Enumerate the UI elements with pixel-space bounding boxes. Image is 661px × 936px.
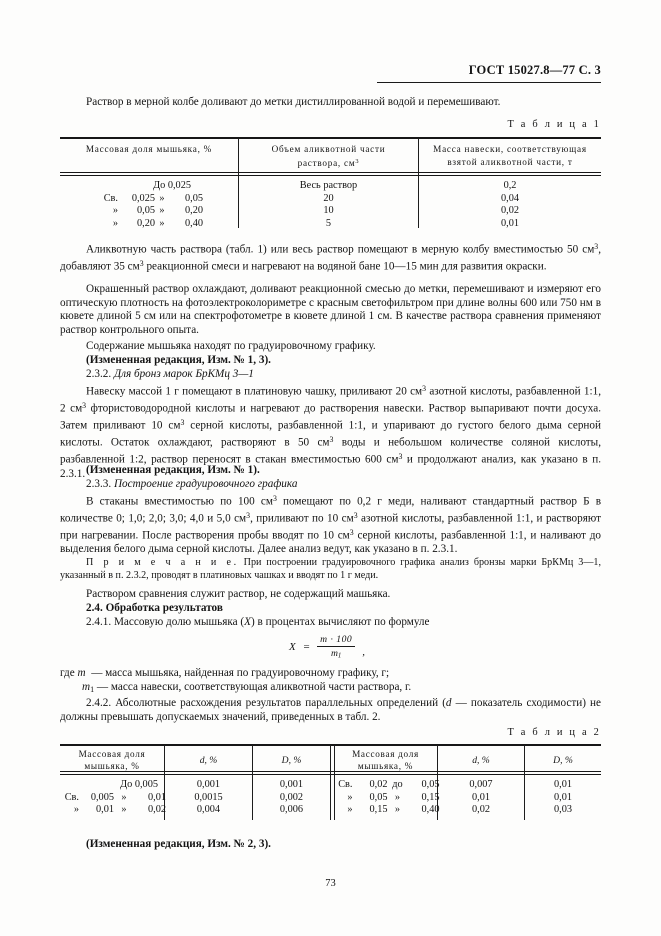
table1-header-mass-line2: взятой аликвотной части, т	[447, 156, 573, 167]
table1-row-4-range	[60, 218, 238, 231]
section-2-4-heading: 2.4. Обработка результатов	[86, 602, 223, 614]
table2-right-row-2-sep: »	[394, 791, 401, 803]
table2-left-row-2-d: 0,0015	[194, 791, 223, 803]
formula-definition-2	[82, 681, 601, 697]
table2-header-mf-right-line1: Массовая доля	[352, 749, 419, 759]
page-header-standard-number: ГОСТ 15027.8—77 С. 3	[468, 63, 601, 77]
revision-note-2: (Измененная редакция, Изм. № 1).	[86, 464, 260, 476]
table1-row-4-sep: »	[159, 217, 165, 229]
formula-denominator-symbol: m	[330, 648, 338, 659]
where-label: где	[60, 667, 75, 679]
table1-row-2-mass: 0,04	[500, 192, 520, 204]
paragraph-aliquot: Аликвотную часть раствора (табл. 1) или весь раствор помещают в мерную колбу вместимостью 50 $см^3$, добавляют 35 $см^3$ реакционной смеси и нагревают на водяной бане 10—15 мин для развития окраски.	[60, 242, 601, 273]
table1-row-3-prefix: »	[112, 205, 118, 217]
revision-note-1: (Измененная редакция, Изм. № 1, 3).	[86, 354, 271, 366]
table2-header-d-left: d, %	[199, 755, 218, 766]
table1-row-1-range-full: До 0,025	[153, 180, 191, 191]
table2-right-col-ranges	[334, 779, 440, 817]
formula-denominator-subscript: 1	[337, 652, 342, 660]
paragraph-arsenic-content: Содержание мышьяка находят по градуировочному графику.	[86, 340, 376, 352]
table2-left-row-3-to: 0,02	[147, 804, 166, 816]
definition-1-text: — масса мышьяка, найденная по градуировочному графику, г;	[91, 667, 390, 679]
table1-row-2-range	[60, 193, 238, 206]
formula-mass-fraction	[289, 634, 365, 660]
table1-row-2-sep: »	[159, 192, 165, 204]
table1-col-ranges	[60, 180, 238, 230]
table1-row-4-volume: 5	[325, 217, 332, 229]
table1-row-1-mass: 0,2	[503, 180, 517, 191]
table1-row-2-volume: 20	[323, 192, 334, 204]
table2-left-row-2-D: 0,002	[279, 791, 304, 803]
table1-row-4-prefix: »	[112, 217, 118, 229]
table2-header-mf-right-line2: мышьяка, %	[357, 760, 414, 771]
paragraph-2-4-2: 2.4.2. Абсолютные расхождения результатов параллельных определений (d — показатель сходимости) не должны превышать допускаемых значений, приведенных в табл. 2.	[60, 697, 601, 723]
table2-right-col-d	[438, 779, 524, 817]
table2-header-mass-fraction-right	[334, 749, 437, 772]
table2-header-D-left: D, %	[281, 755, 302, 766]
table1-row-1-range	[60, 180, 238, 193]
revision-note-3: (Измененная редакция, Изм. № 2, 3).	[86, 838, 271, 850]
paragraph-colored-solution: Окрашенный раствор охлаждают, доливают реакционной смесью до метки, перемешивают и измеряют его оптическую плотность на фотоэлектроколориметре с красным светофильтром при длине волны 600 или 750 нм в кювете длиной 5 см или на спектрофотометре в кювете длиной 1 см. В качестве раствора сравнения применяют раствор контрольного опыта.	[60, 283, 601, 336]
table1-header-mass	[419, 143, 601, 168]
formula-denominator	[328, 647, 344, 660]
table2-left-col-d	[165, 779, 252, 817]
table1-header-mass-line1: Масса навески, соответствующая	[433, 144, 587, 154]
note-label: П р и м е ч а н и е.	[86, 557, 239, 568]
table2-right-row-1-D: 0,01	[553, 779, 573, 790]
formula-equals: =	[302, 640, 311, 653]
paragraph-2-4-1: 2.4.1. Массовую долю мышьяка (X) в процентах вычисляют по формуле	[86, 616, 430, 628]
table2-left-row-3-range	[60, 804, 164, 817]
section-2-3-3-number: 2.3.3.	[86, 478, 112, 490]
table2-right-row-2-d: 0,01	[471, 791, 491, 803]
table1-header-volume-line2: раствора, см	[297, 157, 356, 168]
table2-header-mf-left-line2: мышьяка, %	[84, 760, 140, 771]
table1-row-2-to: 0,05	[184, 192, 203, 204]
table2-left-row-2-to: 0,01	[147, 791, 166, 803]
table2-right-row-2-from: 0,05	[369, 791, 388, 803]
table2-header-mf-left-line1: Массовая доля	[78, 749, 146, 759]
table1-header-volume	[239, 143, 418, 169]
table2-header-mass-fraction-left	[60, 749, 164, 772]
table1-row-3-sep: »	[159, 205, 165, 217]
table1-header-volume-superscript: 3	[355, 157, 360, 165]
table2-left-row-1-range	[60, 779, 164, 792]
section-2-3-3-heading	[60, 478, 601, 492]
table1-header-mass-fraction: Массовая доля мышьяка, %	[85, 144, 213, 154]
formula-fraction	[317, 634, 355, 660]
definition-2-text: — масса навески, соответствующая аликвотной части раствора, г.	[96, 681, 412, 693]
table2-left-row-3-D: 0,006	[279, 804, 304, 816]
table2-left-row-2-sep: »	[121, 791, 127, 803]
table1-header-rule-b	[60, 175, 601, 176]
table2-right-row-1-range	[334, 779, 440, 792]
table2-right-col-D	[525, 779, 601, 817]
table2-right-row-3-prefix: »	[347, 804, 353, 816]
table1-col-mass	[419, 180, 601, 230]
paragraph-reference-solution: Раствором сравнения служит раствор, не содержащий машьяка.	[86, 588, 391, 600]
section-2-3-2-heading	[60, 368, 601, 382]
table2-left-row-3-prefix: »	[73, 804, 79, 816]
table1-top-rule	[60, 137, 601, 139]
table2-right-row-2-to: 0,15	[421, 791, 440, 803]
table2-right-row-1-to: 0,05	[421, 779, 440, 790]
table2-right-row-1-sep: до	[392, 779, 403, 790]
definition-2-symbol: m	[82, 681, 91, 693]
table1-caption: Т а б л и ц а 1	[507, 119, 601, 130]
section-2-3-2-number: 2.3.2.	[86, 368, 112, 380]
table1-row-3-range	[60, 205, 238, 218]
formula-lhs: X	[289, 640, 296, 653]
note-calibration	[60, 556, 601, 582]
table2-right-row-2-D: 0,01	[553, 791, 573, 803]
section-2-3-2-title: Для бронз марок БрКМц 3—1	[113, 368, 254, 380]
definition-1-symbol: m	[77, 667, 86, 679]
table2-right-row-3-to: 0,40	[421, 804, 440, 816]
table1-row-4-from: 0,20	[136, 217, 155, 229]
page-number: 73	[325, 878, 336, 889]
table2-left-row-2-from: 0,005	[90, 791, 114, 803]
table2-left-row-2-range	[60, 792, 164, 805]
table1-header-volume-line1: Объем аликвотной части	[271, 144, 386, 154]
definition-2-subscript: 1	[90, 685, 95, 695]
table1-row-3-volume: 10	[323, 205, 334, 217]
table2-left-row-1-D: 0,001	[279, 779, 304, 790]
table2-right-row-1-prefix: Св.	[338, 779, 353, 790]
table2-left-col-D	[253, 779, 330, 817]
paragraph-calibration-graph: В стаканы вместимостью по 100 $см^3$ помещают по 0,2 г меди, наливают стандартный раствор Б в количестве 0; 1,0; 2,0; 3,0; 4,0 и 5,0 $см^3$, приливают по 10 $см^3$ азотной кислоты, разбавленной 1:1, и растворяют при нагревании. После растворения пробы вводят по 10 $см^3$ серной кислоты, разбавленной 1:1, и наливают до выделения белого дыма серной кислоты. Далее анализ ведут, как указано в п. 2.3.1.	[60, 494, 601, 556]
table2-header-D-right: D, %	[553, 755, 573, 766]
paragraph-bronze-procedure: Навеску массой 1 г помещают в платиновую чашку, приливают 20 $см^3$ азотной кислоты, разбавленной 1:1, 2 $см^3$ фтористоводородной кислоты и нагревают до растворения навески. Раствор выпаривают почти досуха. Затем приливают 10 $см^3$ серной кислоты, разбавленной 1:1, и упаривают до густого белого дыма серной кислоты. Остаток охлаждают, растворяют в 50 $см^3$ воды и небольшом количестве соляной кислоты, разбавленной 1:2, раствор переносят в стакан вместимостью 600 $см^3$ и продолжают анализ, как указано в п. 2.3.1.	[60, 384, 602, 480]
table2-right-row-3-d: 0,02	[471, 804, 491, 816]
table2-right-row-3-range	[334, 804, 440, 817]
formula-numerator: m · 100	[320, 634, 353, 645]
table2-left-row-3-d: 0,004	[196, 804, 221, 816]
table2-left-row-3-sep: »	[121, 804, 127, 816]
table1-row-3-mass: 0,02	[500, 205, 520, 217]
table1-row-4-to: 0,40	[184, 217, 203, 229]
section-2-3-3-title: Построение градуировочного графика	[113, 478, 298, 490]
table2-right-row-2-prefix: »	[347, 791, 353, 803]
table1-row-3-to: 0,20	[184, 205, 203, 217]
table1-row-2-from: 0,025	[131, 192, 155, 204]
table2-left-row-3-from: 0,01	[95, 804, 114, 816]
table2-right-row-3-D: 0,03	[553, 804, 573, 816]
table1-row-3-from: 0,05	[136, 205, 155, 217]
table2-left-row-2-prefix: Св.	[64, 791, 79, 803]
formula-definition-1	[60, 667, 601, 681]
table2-caption: Т а б л и ц а 2	[507, 727, 601, 738]
table2-right-row-1-d: 0,007	[469, 779, 493, 790]
intro-paragraph: Раствор в мерной колбе доливают до метки дистиллированной водой и перемешивают.	[86, 96, 501, 108]
table1-row-1-volume: Весь раствор	[299, 180, 358, 191]
formula-trailing-comma: ,	[362, 645, 365, 658]
table2-left-row-1-d: 0,001	[196, 779, 221, 790]
header-divider-rule	[377, 82, 601, 83]
table2-right-row-2-range	[334, 791, 440, 805]
table2-right-row-3-sep: »	[394, 804, 401, 816]
table1-header-rule-a	[60, 172, 601, 173]
table2-header-d-right: d, %	[472, 755, 490, 766]
table2-right-row-1-from: 0,02	[369, 779, 388, 790]
note-text: При построении градуировочного графика анализ бронзы марки БрКМц 3—1, указанный в п. 2.3.2, проводят в платиновых чашках и вводят по 1 г меди.	[60, 557, 601, 581]
table1-col-volume	[239, 180, 418, 230]
table1-row-4-mass: 0,01	[500, 217, 520, 229]
table2-left-col-ranges	[60, 779, 164, 817]
table2-right-row-3-from: 0,15	[369, 804, 388, 816]
table2-left-row-1-full: До 0,005	[120, 779, 158, 790]
table1-row-2-prefix: Св.	[103, 192, 118, 204]
